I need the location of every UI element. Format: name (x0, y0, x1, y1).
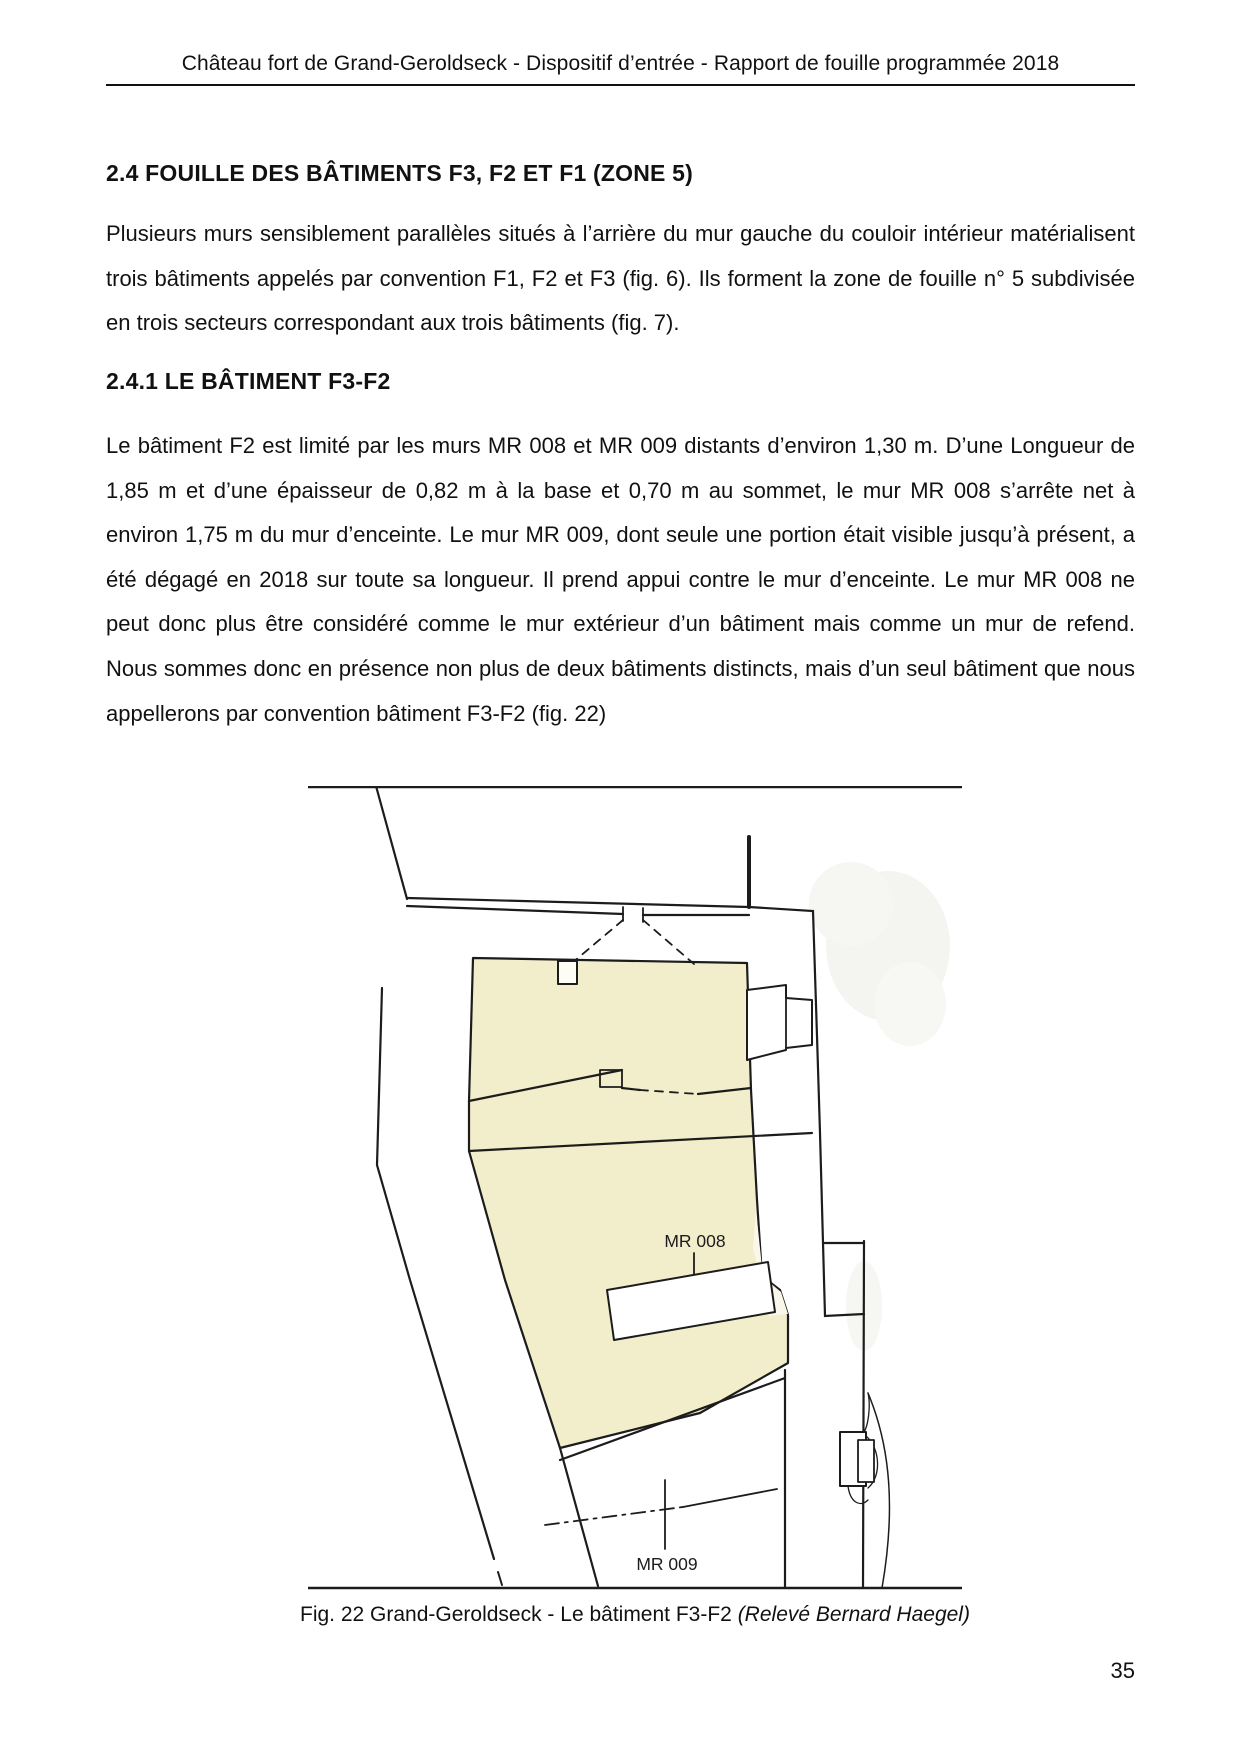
header-rule (106, 84, 1135, 86)
label-mr008: MR 008 (664, 1231, 726, 1251)
building-f3-f2-area (469, 958, 788, 1448)
page-header-title: Château fort de Grand-Geroldseck - Dispositif d’entrée - Rapport de fouille programmée 2018 (181, 52, 1060, 75)
figure-caption (288, 1603, 982, 1627)
section-heading-2-4: 2.4 FOUILLE DES BÂTIMENTS F3, F2 ET F1 (ZONE 5) (106, 160, 694, 186)
page-number: 35 (1110, 1658, 1135, 1683)
figure-22-plan (308, 786, 962, 1590)
figure-caption-credit: (Relevé Bernard Haegel) (737, 1603, 970, 1626)
scan-smudges (809, 862, 950, 1351)
section-heading-2-4-1: 2.4.1 LE BÂTIMENT F3-F2 (106, 368, 391, 394)
figure-caption-text: Fig. 22 Grand-Geroldseck - Le bâtiment F3-F2 (300, 1603, 738, 1626)
label-mr009: MR 009 (636, 1554, 698, 1574)
section-2-4-1-paragraph: Le bâtiment F2 est limité par les murs MR 008 et MR 009 distants d’environ 1,30 m. D’une Longueur de 1,85 m et d’une épaisseur de 0,82 m à la base et 0,70 m au sommet, le mur MR 008 s’arrête net à environ 1,75 m du mur d’enceinte. Le mur MR 009, dont seule une portion était visible jusqu’à présent, a été dégagé en 2018 sur toute sa longueur. Il prend appui contre le mur d’enceinte. Le mur MR 008 ne peut donc plus être considéré comme le mur extérieur d’un bâtiment mais comme un mur de refend. Nous sommes donc en présence non plus de deux bâtiments distincts, mais d’un seul bâtiment que nous appellerons par convention bâtiment F3-F2 (fig. 22) (106, 433, 1135, 726)
castle-plan-drawing (308, 786, 962, 1590)
section-2-4-paragraph: Plusieurs murs sensiblement parallèles situés à l’arrière du mur gauche du couloir intérieur matérialisent trois bâtiments appelés par convention F1, F2 et F3 (fig. 6). Ils forment la zone de fouille n° 5 subdivisée en trois secteurs correspondant aux trois bâtiments (fig. 7). (106, 221, 1135, 336)
